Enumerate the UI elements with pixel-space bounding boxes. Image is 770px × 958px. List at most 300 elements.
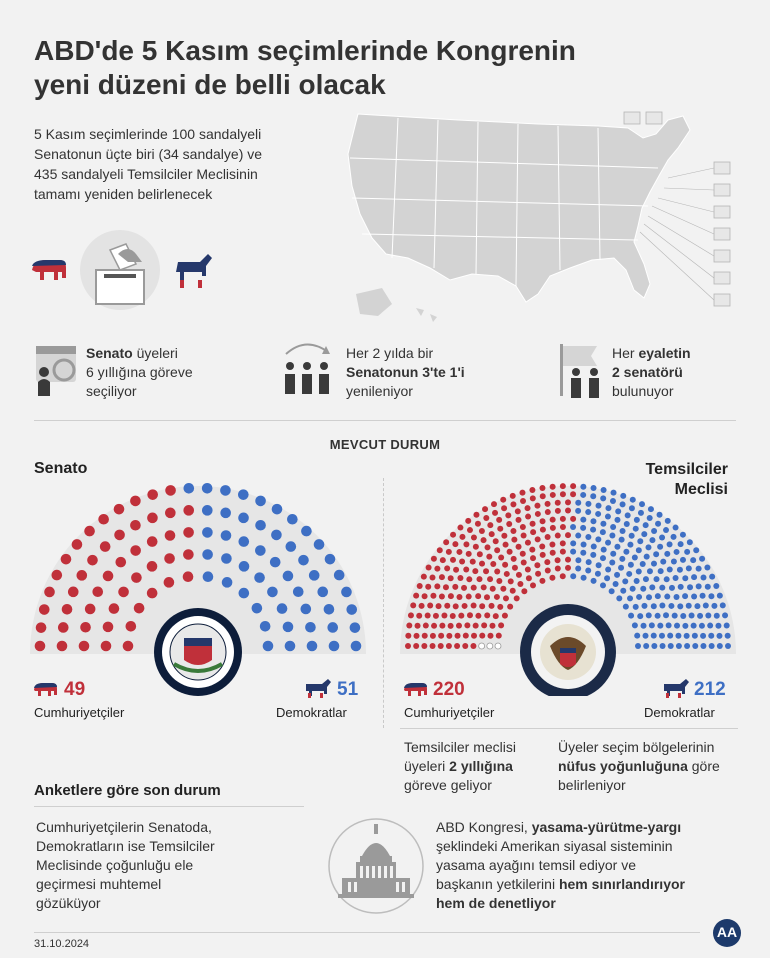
house-title-line1: Temsilciler [645, 461, 728, 478]
seat-republican [438, 633, 444, 639]
seat-republican [439, 574, 445, 580]
seat-republican [545, 509, 551, 515]
seat-republican [434, 583, 440, 589]
seat-republican [164, 553, 175, 564]
seat-democrat [203, 571, 214, 582]
seat-republican [413, 643, 419, 649]
house-note-term [404, 738, 516, 795]
seat-democrat [585, 509, 591, 515]
seat-democrat [708, 593, 714, 599]
seat-republican [454, 643, 460, 649]
fact1-line3: seçiliyor [86, 383, 137, 399]
seat-republican [448, 593, 454, 599]
house-dem-count: 212 [694, 679, 726, 700]
seat-democrat [636, 569, 642, 575]
seat-democrat [651, 561, 657, 567]
seat-democrat [596, 503, 602, 509]
seat-republican [450, 613, 456, 619]
seat-democrat [350, 622, 361, 633]
intro-text [34, 124, 334, 204]
seat-democrat [286, 541, 297, 552]
intro-line-1: 5 Kasım seçimlerinde 100 sandalyeli [34, 126, 262, 142]
seat-republican [534, 503, 540, 509]
senate-rep-count: 49 [64, 679, 86, 700]
seat-democrat [254, 572, 265, 583]
seat-republican [85, 604, 96, 615]
seat-democrat [305, 622, 316, 633]
seat-republican [479, 633, 485, 639]
seat-republican [535, 536, 541, 542]
seat-republican [540, 527, 546, 533]
seat-republican [101, 641, 112, 652]
seat-democrat [637, 538, 643, 544]
seat-democrat [709, 574, 715, 580]
seat-republican [498, 622, 504, 628]
seat-republican [502, 613, 508, 619]
seat-republican [501, 505, 507, 511]
seat-republican [437, 547, 443, 553]
donkey-icon-senate [304, 678, 334, 698]
house-note-right-bold: nüfus yoğunluğuna [558, 758, 688, 774]
seat-republican [425, 612, 431, 618]
seat-republican [57, 641, 68, 652]
seat-republican [131, 572, 142, 583]
seat-republican [489, 531, 495, 537]
seat-democrat [605, 514, 611, 520]
seat-republican [494, 547, 500, 553]
seat-republican [507, 604, 513, 610]
seat-democrat [659, 585, 665, 591]
seat-republican [453, 567, 459, 573]
fact3-bold2: 2 senatörü [612, 364, 683, 380]
seat-democrat [724, 623, 730, 629]
seat-democrat [334, 570, 345, 581]
seat-republican [529, 547, 535, 553]
fact1-bold: Senato [86, 345, 133, 361]
seat-democrat [619, 556, 625, 562]
seat-republican [521, 588, 527, 594]
seat-republican [516, 517, 522, 523]
seat-democrat [622, 578, 628, 584]
seat-democrat [648, 506, 654, 512]
seat-democrat [293, 586, 304, 597]
seat-democrat [660, 559, 666, 565]
seat-republican [427, 603, 433, 609]
seat-republican [496, 517, 502, 523]
donkey-icon-house [662, 678, 692, 698]
seat-republican [466, 576, 472, 582]
aa-logo [710, 918, 744, 948]
congress-line2: şeklindeki Amerikan siyasal sisteminin [436, 838, 673, 854]
seat-democrat [696, 583, 702, 589]
seat-democrat [678, 584, 684, 590]
seat-republican [457, 575, 463, 581]
seat-republican [448, 623, 454, 629]
seat-democrat [309, 570, 320, 581]
seat-democrat [601, 547, 607, 553]
seat-democrat [283, 571, 294, 582]
seat-republican [549, 575, 555, 581]
seat-republican [517, 581, 523, 587]
seat-republican [503, 595, 509, 601]
seat-democrat [638, 510, 644, 516]
seat-democrat [260, 621, 271, 632]
seat-democrat [693, 547, 699, 553]
seat-democrat [590, 552, 596, 558]
fact2-bold: Senatonun 3'te 1'i [346, 364, 465, 380]
intro-line-4: tamamı yeniden belirlenecek [34, 186, 213, 202]
seat-democrat [707, 623, 713, 629]
seat-democrat [651, 528, 657, 534]
seat-republican [438, 643, 444, 649]
seat-republican [479, 528, 485, 534]
seat-democrat [699, 556, 705, 562]
seat-democrat [674, 623, 680, 629]
house-note-left-line1: Temsilciler meclisi [404, 739, 517, 755]
seat-democrat [625, 512, 631, 518]
seat-republican [452, 541, 458, 547]
congress-line4-bold: hem sınırlandırıyor [558, 876, 685, 892]
hawaii-shape [416, 308, 437, 322]
seat-democrat [590, 493, 596, 499]
seat-republican [114, 530, 125, 541]
seat-republican [98, 514, 109, 525]
seat-republican [510, 528, 516, 534]
seat-democrat [581, 575, 587, 581]
seat-republican [472, 568, 478, 574]
seat-democrat [641, 603, 647, 609]
seat-democrat [637, 613, 643, 619]
seat-republican [498, 554, 504, 560]
seat-democrat [317, 587, 328, 598]
polls-line3: Meclisinde çoğunluğu ele [36, 857, 194, 873]
seat-democrat [221, 553, 232, 564]
seat-democrat [585, 534, 591, 540]
seat-republican [473, 512, 479, 518]
seat-republican [540, 518, 546, 524]
seat-democrat [664, 551, 670, 557]
seat-republican [440, 557, 446, 563]
seat-democrat [700, 593, 706, 599]
seat-republican [525, 514, 531, 520]
seat-republican [462, 603, 468, 609]
seat-republican [492, 510, 498, 516]
seat-republican [490, 586, 496, 592]
seat-democrat [717, 643, 723, 649]
seat-republican [405, 633, 411, 639]
seat-empty [495, 643, 501, 649]
seat-democrat [267, 587, 278, 598]
ballot-icon-group [28, 228, 228, 318]
seat-democrat [701, 575, 707, 581]
house-note-right-line1: Üyeler seçim bölgelerinin [558, 739, 715, 755]
seat-democrat [346, 604, 357, 615]
seat-republican [406, 623, 412, 629]
us-map-shape [348, 114, 690, 302]
seat-empty [479, 643, 485, 649]
seat-democrat [632, 622, 638, 628]
seat-democrat [585, 501, 591, 507]
seat-democrat [614, 544, 620, 550]
seat-republican [183, 505, 194, 516]
seat-republican [510, 501, 516, 507]
seat-republican [570, 516, 576, 522]
seat-republican [118, 587, 129, 598]
seat-democrat [609, 533, 615, 539]
seat-democrat [658, 568, 664, 574]
seat-republican [92, 586, 103, 597]
seat-democrat [657, 544, 663, 550]
house-note-right-post: göre [687, 758, 720, 774]
seat-democrat [643, 576, 649, 582]
seat-republican [570, 491, 576, 497]
seat-democrat [633, 526, 639, 532]
seat-republican [560, 540, 566, 546]
house-dem-label: Demokratlar [644, 705, 715, 720]
seat-republican [475, 521, 481, 527]
seat-republican [515, 508, 521, 514]
seat-democrat [580, 525, 586, 531]
seat-democrat [610, 524, 616, 530]
seat-democrat [664, 576, 670, 582]
seat-democrat [646, 612, 652, 618]
seat-republican [487, 522, 493, 528]
seat-democrat [202, 483, 213, 494]
seat-democrat [657, 623, 663, 629]
seat-republican [165, 508, 176, 519]
seat-republican [103, 622, 114, 633]
seat-republican [487, 576, 493, 582]
seat-republican [431, 556, 437, 562]
senate-chart [28, 476, 368, 696]
seat-democrat [651, 603, 657, 609]
seat-republican [452, 584, 458, 590]
fact1-line2: 6 yıllığına göreve [86, 364, 193, 380]
seat-republican [570, 483, 576, 489]
seat-democrat [580, 492, 586, 498]
seat-democrat [659, 534, 665, 540]
seat-democrat [649, 584, 655, 590]
seat-republican [560, 483, 566, 489]
seat-democrat [678, 541, 684, 547]
seat-democrat [684, 633, 690, 639]
seat-democrat [327, 622, 338, 633]
page-title [34, 34, 576, 102]
seat-republican [36, 622, 47, 633]
house-chart [398, 476, 738, 696]
seat-democrat [692, 633, 698, 639]
seat-republican [109, 603, 120, 614]
seat-democrat [595, 511, 601, 517]
seat-democrat [627, 542, 633, 548]
house-note-left-pre: üyeleri [404, 758, 450, 774]
seat-republican [421, 643, 427, 649]
seat-republican [77, 570, 88, 581]
seat-democrat [641, 623, 647, 629]
seat-republican [100, 541, 111, 552]
seat-democrat [220, 508, 231, 519]
seat-republican [434, 566, 440, 572]
seat-democrat [614, 572, 620, 578]
seat-democrat [239, 588, 250, 599]
seat-democrat [301, 526, 312, 537]
seat-democrat [682, 575, 688, 581]
seat-democrat [570, 540, 576, 546]
seat-democrat [623, 604, 629, 610]
seat-democrat [684, 549, 690, 555]
seat-republican [183, 571, 194, 582]
donkey-icon [176, 254, 212, 288]
seat-republican [549, 541, 555, 547]
seat-republican [461, 585, 467, 591]
intro-line-3: 435 sandalyeli Temsilciler Meclisinin [34, 166, 258, 182]
seat-democrat [651, 633, 657, 639]
seat-republican [426, 564, 432, 570]
seat-democrat [673, 525, 679, 531]
seat-republican [565, 508, 571, 514]
seat-republican [421, 574, 427, 580]
flag-people-icon [552, 340, 608, 398]
seat-republican [514, 595, 520, 601]
divider-house-notes [400, 728, 738, 729]
seat-republican [465, 518, 471, 524]
seat-republican [510, 493, 516, 499]
seat-republican [544, 559, 550, 565]
seat-republican [496, 578, 502, 584]
seat-democrat [667, 567, 673, 573]
seat-republican [470, 559, 476, 565]
seat-democrat [628, 613, 634, 619]
seat-republican [463, 567, 469, 573]
polls-line4: geçirmesi muhtemel [36, 876, 162, 892]
seat-democrat [657, 512, 663, 518]
seat-democrat [238, 489, 249, 500]
seat-republican [486, 554, 492, 560]
seat-republican [443, 539, 449, 545]
seat-democrat [255, 545, 266, 556]
polls-line2: Demokratların ise Temsilciler [36, 838, 215, 854]
seat-republican [471, 633, 477, 639]
seat-republican [79, 641, 90, 652]
seat-democrat [575, 533, 581, 539]
seat-republican [123, 641, 134, 652]
seat-republican [555, 500, 561, 506]
seat-democrat [611, 490, 617, 496]
seat-republican [35, 641, 46, 652]
seat-republican [61, 554, 72, 565]
seat-democrat [632, 554, 638, 560]
seat-republican [419, 603, 425, 609]
seat-republican [511, 537, 517, 543]
seat-republican [430, 633, 436, 639]
seat-republican [422, 633, 428, 639]
seat-republican [441, 613, 447, 619]
seat-democrat [671, 534, 677, 540]
divider-top [34, 420, 736, 421]
seat-democrat [627, 595, 633, 601]
seat-democrat [663, 527, 669, 533]
seat-democrat [717, 593, 723, 599]
seat-democrat [691, 623, 697, 629]
seat-democrat [575, 557, 581, 563]
seat-democrat [636, 547, 642, 553]
seat-republican [512, 565, 518, 571]
seat-democrat [202, 549, 213, 560]
seat-democrat [663, 612, 669, 618]
seat-democrat [671, 559, 677, 565]
seat-republican [471, 585, 477, 591]
seat-democrat [689, 613, 695, 619]
seat-republican [473, 544, 479, 550]
seat-democrat [644, 554, 650, 560]
seat-democrat [629, 505, 635, 511]
congress-line5-bold: hem de denetliyor [436, 895, 556, 911]
seat-republican [481, 537, 487, 543]
seat-democrat [271, 530, 282, 541]
seat-democrat [675, 633, 681, 639]
seat-democrat [680, 532, 686, 538]
seat-republican [430, 575, 436, 581]
seat-republican [565, 532, 571, 538]
seat-democrat [609, 588, 615, 594]
fact3-bold1: eyaletin [638, 345, 691, 361]
seat-republican [525, 567, 531, 573]
seat-republican [147, 489, 158, 500]
seat-democrat [634, 578, 640, 584]
seat-democrat [575, 500, 581, 506]
seat-republican [560, 573, 566, 579]
seat-democrat [591, 485, 597, 491]
seat-empty [487, 643, 493, 649]
seat-republican [165, 485, 176, 496]
seat-democrat [595, 571, 601, 577]
seat-republican [545, 567, 551, 573]
seat-democrat [585, 567, 591, 573]
seat-democrat [635, 643, 641, 649]
seat-democrat [715, 623, 721, 629]
congress-line3: yasama ayağını temsil ediyor ve [436, 857, 636, 873]
seat-democrat [238, 513, 249, 524]
seat-republican [535, 511, 541, 517]
seat-republican [491, 501, 497, 507]
seat-democrat [629, 533, 635, 539]
seat-republican [58, 622, 69, 633]
seat-republican [464, 622, 470, 628]
seat-democrat [595, 536, 601, 542]
seat-republican [458, 613, 464, 619]
seat-republican [471, 602, 477, 608]
seat-democrat [687, 539, 693, 545]
seat-republican [489, 623, 495, 629]
house-note-right-line3: belirleniyor [558, 777, 626, 793]
elephant-icon [32, 260, 66, 280]
seat-democrat [690, 557, 696, 563]
seat-democrat [222, 577, 233, 588]
seat-republican [444, 565, 450, 571]
senate-dem-label: Demokratlar [276, 705, 347, 720]
seat-republican [494, 569, 500, 575]
seat-democrat [699, 623, 705, 629]
seat-democrat [610, 498, 616, 504]
seat-democrat [659, 633, 665, 639]
seat-democrat [654, 576, 660, 582]
seat-republican [520, 524, 526, 530]
seat-republican [183, 527, 194, 538]
seat-republican [534, 562, 540, 568]
seat-republican [550, 525, 556, 531]
seat-democrat [677, 567, 683, 573]
seat-republican [506, 521, 512, 527]
